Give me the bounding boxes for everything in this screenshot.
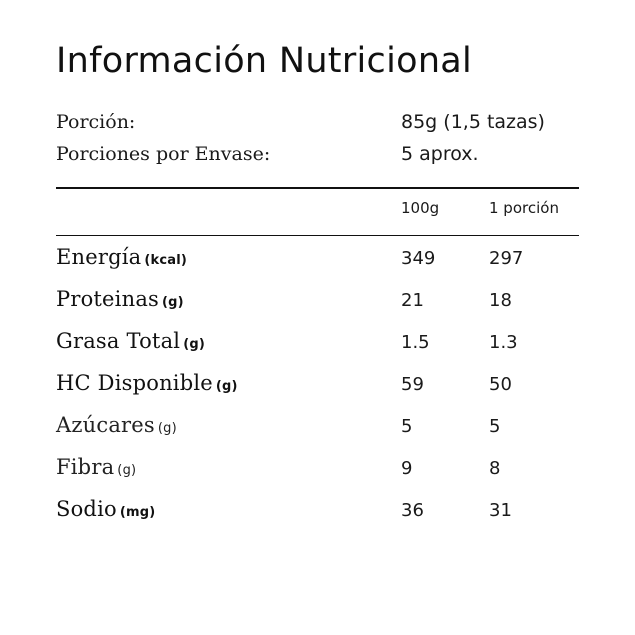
nutrient-name-cell (56, 362, 401, 404)
nutrient-name-cell (56, 278, 401, 320)
nutrient-unit: (g) (162, 294, 184, 310)
column-header-per-100g: 100g (401, 198, 440, 217)
nutrient-label: Azúcares (56, 412, 155, 437)
serving-label: Porción: (56, 110, 136, 133)
nutrient-value-100g: 36 (401, 499, 424, 521)
nutrition-table (56, 189, 587, 229)
nutrient-value-serving: 18 (489, 289, 512, 311)
table-row (56, 488, 587, 530)
nutrient-value-serving: 31 (489, 499, 512, 521)
table-row (56, 236, 587, 278)
table-row (56, 320, 587, 362)
servings-per-container-label: Porciones por Envase: (56, 142, 271, 165)
nutrient-label: HC Disponible (56, 370, 213, 395)
nutrient-value-100g: 5 (401, 415, 413, 437)
nutrient-name-cell (56, 446, 401, 488)
table-row (56, 446, 587, 488)
nutrient-name-cell (56, 404, 401, 446)
nutrient-value-100g: 21 (401, 289, 424, 311)
nutrient-unit: (g) (183, 336, 205, 352)
nutrient-name-cell (56, 320, 401, 362)
nutrient-label: Energía (56, 244, 142, 269)
nutrient-name-cell (56, 488, 401, 530)
nutrient-unit: (g) (215, 378, 238, 394)
nutrient-value-100g: 9 (401, 457, 413, 479)
servings-per-container-value: 5 aprox. (401, 142, 479, 165)
nutrition-values-table (56, 236, 587, 530)
nutrient-value-100g: 1.5 (401, 331, 430, 353)
nutrient-value-100g: 349 (401, 247, 436, 269)
nutrient-label: Fibra (56, 454, 115, 479)
column-header-per-serving: 1 porción (489, 198, 559, 217)
nutrient-name-cell (56, 236, 401, 278)
table-row (56, 139, 587, 171)
column-header-nutrient (56, 189, 401, 229)
nutrient-value-serving: 5 (489, 415, 501, 437)
nutrient-value-serving: 297 (489, 247, 524, 269)
table-header-row (56, 189, 587, 229)
serving-value: 85g (1,5 tazas) (401, 110, 545, 133)
nutrient-unit: (mg) (119, 504, 156, 520)
table-row (56, 404, 587, 446)
nutrient-label: Grasa Total (56, 328, 181, 353)
table-row (56, 278, 587, 320)
page-title: Información Nutricional (56, 41, 473, 81)
nutrient-unit: (g) (117, 462, 137, 478)
table-row (56, 362, 587, 404)
nutrient-unit: (g) (157, 420, 177, 436)
nutrient-value-serving: 50 (489, 373, 512, 395)
nutrient-label: Sodio (56, 496, 117, 521)
serving-info-table (56, 107, 587, 171)
nutrient-label: Proteinas (56, 286, 160, 311)
nutrient-unit: (kcal) (144, 252, 188, 268)
nutrient-value-100g: 59 (401, 373, 424, 395)
nutrient-value-serving: 1.3 (489, 331, 518, 353)
table-row (56, 107, 587, 139)
nutrient-value-serving: 8 (489, 457, 501, 479)
